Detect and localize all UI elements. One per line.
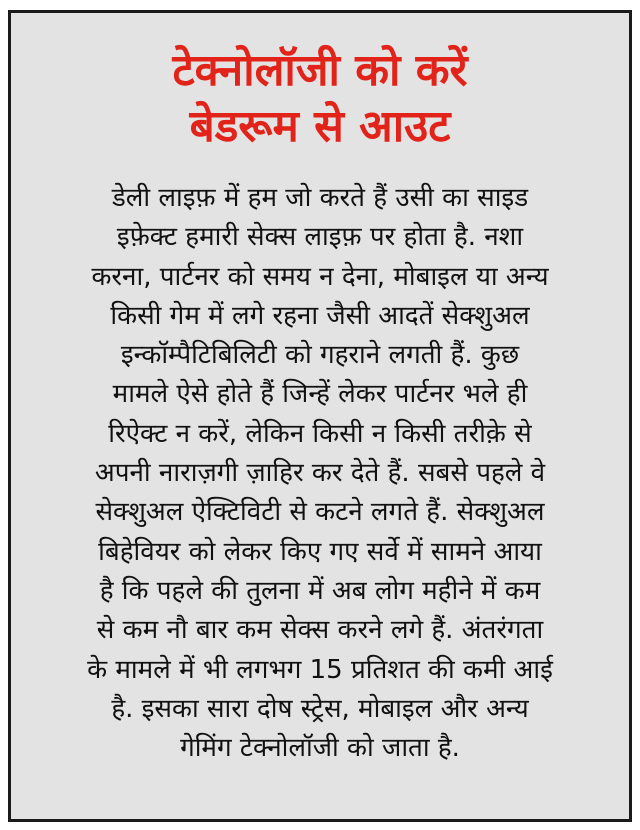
body-line: इन्कॉम्पैटिबिलिटी को गहराने लगती हैं. कुछ	[120, 340, 520, 371]
body-line: इफ़ेक्ट हमारी सेक्स लाइफ़ पर होता है. नशा	[116, 222, 524, 253]
body-line: के मामले में भी लगभग 15 प्रतिशत की कमी आई	[87, 654, 553, 685]
body-line: डेली लाइफ़ में हम जो करते हैं उसी का साइड	[111, 183, 529, 213]
headline-line-2: बेडरूम से आउट	[189, 101, 451, 152]
body-line: गेमिंग टेक्नोलॉजी को जाता है.	[180, 733, 460, 764]
article-box	[8, 10, 632, 822]
body-line: मामले ऐसे होते हैं जिन्हें लेकर पार्टनर भले ही	[112, 379, 528, 410]
headline	[11, 13, 629, 155]
body-line: करना, पार्टनर को समय न देना, मोबाइल या अन्य	[91, 261, 549, 292]
body-line: अपनी नाराज़गी ज़ाहिर कर देते हैं. सबसे पहले वे	[94, 458, 546, 489]
article-body	[11, 155, 629, 768]
body-line: है. इसका सारा दोष स्ट्रेस, मोबाइल और अन्य	[111, 693, 529, 724]
body-line: किसी गेम में लगे रहना जैसी आदतें सेक्शुअल	[110, 300, 530, 331]
body-line: रिऐक्ट न करें, लेकिन किसी न किसी तरीक़े से	[108, 418, 532, 449]
body-line: है कि पहले की तुलना में अब लोग महीने में कम	[99, 575, 541, 606]
headline-line-1: टेक्नोलॉजी को करें	[172, 45, 468, 96]
body-line: बिहेवियर को लेकर किए गए सर्वे में सामने आया	[98, 536, 542, 567]
body-line: से कम नौ बार कम सेक्स करने लगे हैं. अंतरंगता	[96, 615, 544, 646]
body-line: सेक्शुअल ऐक्टिविटी से कटने लगते हैं. सेक्शुअल	[95, 497, 545, 528]
